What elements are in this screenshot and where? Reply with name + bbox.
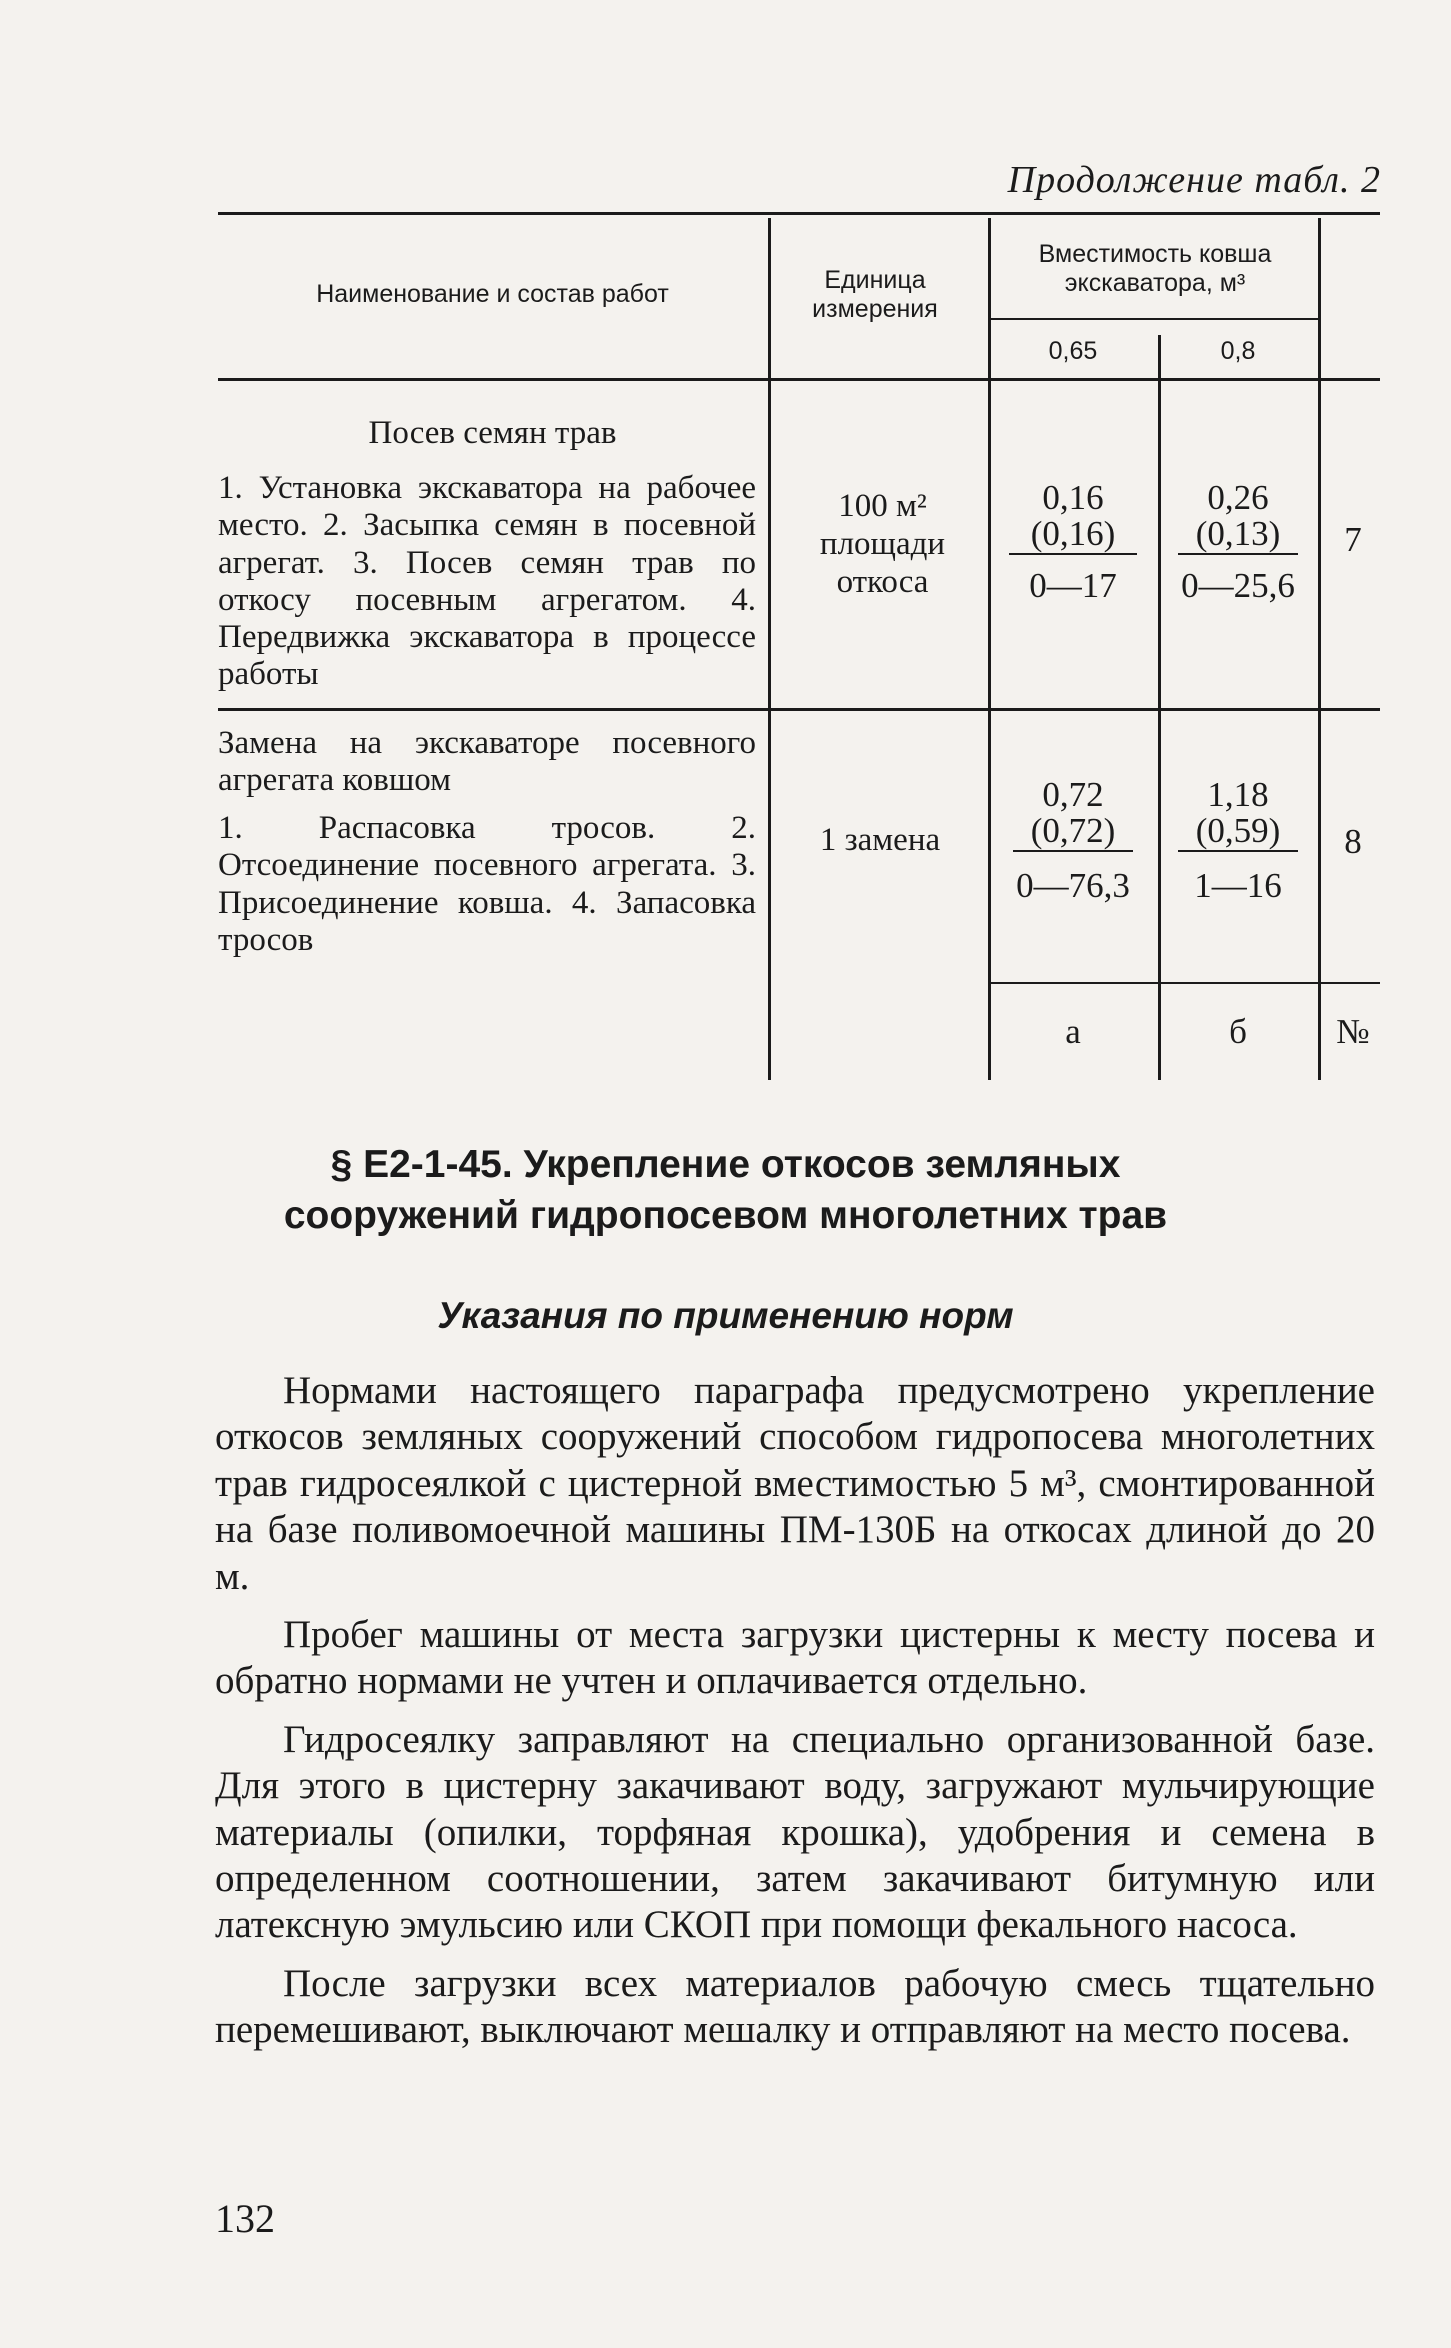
- row2-number: 8: [1344, 822, 1362, 861]
- footer-col-a: а: [1065, 1012, 1081, 1051]
- header-col-a: 0,65: [1048, 337, 1098, 365]
- row2-a-top: 0,72: [1042, 775, 1104, 814]
- footer-col-b: б: [1229, 1012, 1247, 1051]
- row1-title: Посев семян трав: [368, 415, 617, 451]
- paragraph: Нормами настоящего параграфа предусмотрено укрепление откосов земляных сооружений способом гидропосева многолетних трав гидросеялкой с цистерной вместимостью 5 м³, смонтированной на базе поливомоечной машины ПМ-130Б на откосах длиной до 20 м.: [215, 1369, 1375, 1598]
- row1-description: 1. Установка экскаватора на рабочее место. 2. Засыпка семян в посевной агрегат. 3. Посев семян трав по откосу посевным агрегатом. 4. Передвижка экскаватора в процессе работы: [218, 470, 756, 693]
- section-title-line1: § Е2-1-45. Укрепление откосов земляных: [330, 1143, 1121, 1186]
- col-divider-num: [1318, 218, 1321, 1080]
- page-number: 132: [215, 2196, 275, 2241]
- row2-a-paren: (0,72): [1013, 811, 1134, 852]
- capacity-subheader-rule: [990, 318, 1320, 320]
- col-divider-b: [1158, 335, 1161, 1080]
- row-separator-rule: [218, 708, 1380, 711]
- paragraph: После загрузки всех материалов рабочую смесь тщательно перемешивают, выключают мешалку и отправляют на место посева.: [215, 1961, 1375, 2052]
- row2-b-paren: (0,59): [1178, 811, 1299, 852]
- row2-a-bottom: 0—76,3: [1016, 866, 1130, 905]
- row1-number: 7: [1344, 520, 1362, 559]
- col-divider-a: [988, 218, 991, 1080]
- col-divider-unit: [768, 218, 771, 1080]
- table-top-rule: [218, 212, 1380, 215]
- row1-b-top: 0,26: [1207, 478, 1269, 517]
- header-name: Наименование и состав работ: [316, 280, 669, 308]
- header-col-b: 0,8: [1220, 337, 1256, 365]
- header-bottom-rule: [218, 378, 1380, 381]
- row2-b-top: 1,18: [1207, 775, 1269, 814]
- row2-a-paren-wrap: [993, 811, 1153, 851]
- section-title-line2: сооружений гидропосевом многолетних трав: [283, 1194, 1168, 1237]
- row1-b-paren: (0,13): [1178, 514, 1299, 555]
- paragraph: Гидросеялку заправляют на специально организованной базе. Для этого в цистерну закачивают воду, загружают мульчирующие материалы (опилки, торфяная крошка), удобрения и семена в определенном соотношении, затем закачивают битумную или латексную эмульсию или СКОП при помощи фекального насоса.: [215, 1717, 1375, 1947]
- row1-b-bottom: 0—25,6: [1181, 566, 1295, 605]
- footer-col-num: №: [1336, 1012, 1370, 1051]
- header-unit: Единица измерения: [812, 266, 938, 323]
- row1-b-paren-wrap: [1163, 514, 1313, 554]
- header-capacity: Вместимость ковша экскаватора, м³: [1038, 240, 1272, 297]
- row2-unit: 1 замена: [819, 822, 941, 858]
- row2-description: 1. Распасовка тросов. 2. Отсоединение посевного агрегата. 3. Присоединение ковша. 4. Запасовка тросов: [218, 810, 756, 958]
- footer-top-rule: [990, 982, 1380, 984]
- row2-b-bottom: 1—16: [1194, 866, 1282, 905]
- row1-a-paren-wrap: [993, 514, 1153, 554]
- subheading: Указания по применению норм: [437, 1295, 1014, 1336]
- row1-a-bottom: 0—17: [1029, 566, 1117, 605]
- paragraph: Пробег машины от места загрузки цистерны к месту посева и обратно нормами не учтен и оплачивается отдельно.: [215, 1613, 1375, 1703]
- body-text: [215, 1368, 1375, 2066]
- row2-b-paren-wrap: [1163, 811, 1313, 851]
- row1-a-paren: (0,16): [1009, 514, 1138, 555]
- row2-title: Замена на экскаваторе посевного агрегата ковшом: [218, 725, 756, 799]
- table-continuation-label: Продолжение табл. 2: [1007, 159, 1381, 201]
- row1-a-top: 0,16: [1042, 478, 1104, 517]
- row1-unit: 100 м² площади откоса: [819, 488, 946, 600]
